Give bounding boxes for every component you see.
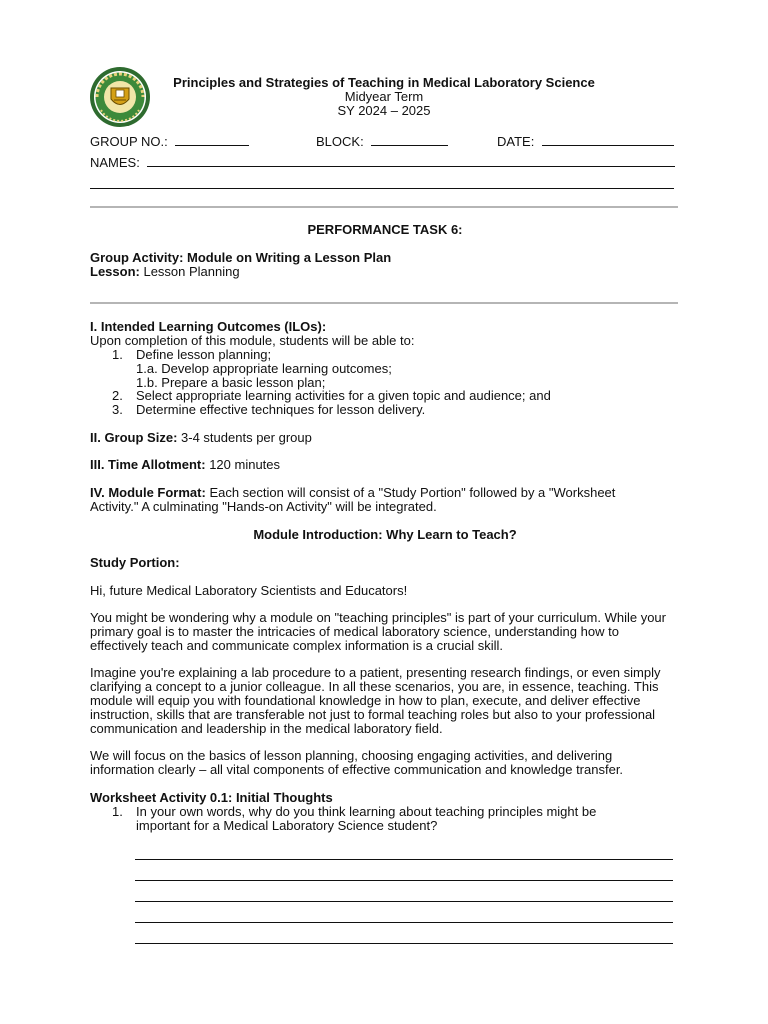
names-field[interactable] — [147, 154, 675, 167]
answer-line[interactable] — [135, 880, 673, 881]
intro-paragraph-3: We will focus on the basics of lesson planning, choosing engaging activities, and delivering information clearly – all vital components of effective communication and knowledge transfer. — [90, 748, 624, 777]
list-item: 1.b. Prepare a basic lesson plan; — [136, 374, 326, 390]
block-field-row — [316, 133, 448, 150]
ilo-list — [112, 348, 672, 417]
date-field[interactable] — [542, 133, 674, 146]
college-seal-logo — [89, 66, 151, 128]
worksheet-heading: Worksheet Activity 0.1: Initial Thoughts — [90, 790, 333, 805]
ilo-section — [90, 320, 680, 348]
module-intro-title: Module Introduction: Why Learn to Teach? — [253, 527, 517, 542]
answer-line[interactable] — [135, 922, 673, 923]
lesson-label: Lesson: — [90, 264, 140, 279]
separator-line — [90, 206, 678, 208]
worksheet-question-list — [112, 805, 652, 833]
ilo-heading: I. Intended Learning Outcomes (ILOs): — [90, 319, 327, 334]
names-field-row — [90, 154, 675, 171]
answer-line[interactable] — [135, 943, 673, 944]
document-header — [150, 76, 618, 118]
intro-paragraph-1: You might be wondering why a module on "teaching principles" is part of your curriculum. While your primary goal is to master the intricacies of medical laboratory science, understanding how to effectively teach and communicate complex information is a crucial skill. — [90, 610, 666, 653]
block-field[interactable] — [371, 133, 448, 146]
group-no-label: GROUP NO.: — [90, 134, 168, 149]
list-item: 1.a. Develop appropriate learning outcomes; — [136, 360, 392, 376]
term-label: Midyear Term — [344, 89, 424, 104]
intro-paragraph-2: Imagine you're explaining a lab procedure to a patient, presenting research findings, or even simply clarifying a concept to a junior colleague. In all these scenarios, you are, in essence, teaching. This module will equip you with foundational knowledge in how to plan, execute, and deliver effective instruction, skills that are transferable not just to formal teaching roles but also to your professional communication and leadership in the medical laboratory field. — [90, 665, 661, 736]
ilo-intro: Upon completion of this module, students will be able to: — [90, 333, 415, 348]
date-field-row — [497, 133, 674, 150]
list-item: 2. Select appropriate learning activities for a given topic and audience; and — [112, 388, 551, 404]
answer-line[interactable] — [135, 859, 673, 860]
course-title: Principles and Strategies of Teaching in Medical Laboratory Science — [173, 75, 595, 90]
list-item: 1. Define lesson planning; — [112, 347, 272, 362]
greeting-paragraph: Hi, future Medical Laboratory Scientists and Educators! — [90, 583, 408, 598]
activity-title: Group Activity: Module on Writing a Lesson Plan — [90, 250, 392, 265]
lesson-value: Lesson Planning — [143, 264, 240, 279]
separator-line — [90, 302, 678, 304]
study-portion-heading: Study Portion: — [90, 555, 180, 570]
names-label: NAMES: — [90, 155, 140, 170]
module-format: IV. Module Format: Each section will consist of a "Study Portion" followed by a "Worksheet Activity." A culminating "Hands-on Activity" will be integrated. — [90, 485, 616, 514]
names-field-line-2[interactable] — [90, 188, 674, 189]
group-size: II. Group Size: 3-4 students per group — [90, 430, 312, 445]
performance-task-title: PERFORMANCE TASK 6: — [307, 222, 463, 237]
answer-line[interactable] — [135, 901, 673, 902]
date-label: DATE: — [497, 134, 535, 149]
activity-info — [90, 251, 680, 279]
block-label: BLOCK: — [316, 134, 364, 149]
time-allotment: III. Time Allotment: 120 minutes — [90, 457, 281, 472]
group-no-field[interactable] — [175, 133, 249, 146]
form-fields-row — [90, 133, 249, 150]
list-item: 1. In your own words, why do you think learning about teaching principles might be important for a Medical Laboratory Science student? — [112, 804, 597, 833]
school-year-label: SY 2024 – 2025 — [337, 103, 431, 118]
list-item: 3. Determine effective techniques for lesson delivery. — [112, 402, 426, 418]
